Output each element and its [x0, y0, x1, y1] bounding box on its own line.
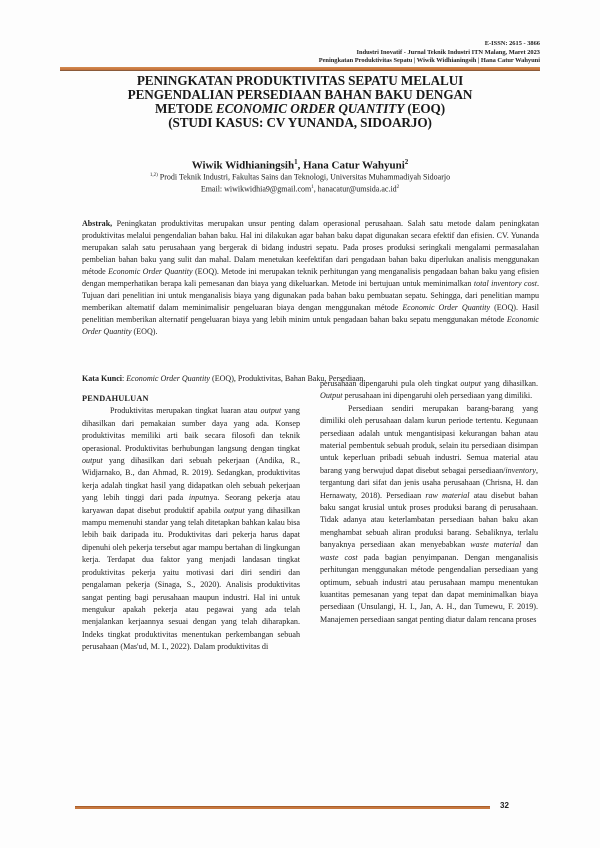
title-line-3 — [60, 102, 540, 116]
abstract-text: . Tujuan dari penelitian ini untuk menganalisis biaya yang digunakan pada bahan baku pembuatan sepatu. Sehingga, dari penelitian mampu memberikan altematif dalam meminimalisir pengeluaran biaya dengan menggunakan métode — [82, 279, 539, 312]
running-head — [319, 40, 540, 66]
affiliation — [60, 171, 540, 183]
author-1-sup: 1 — [294, 158, 298, 166]
paragraph-italic: waste cost — [320, 552, 358, 562]
paragraph-text: dan — [521, 540, 539, 550]
affiliation-sup: 1,2) — [149, 173, 158, 178]
paragraph-text: atau disebut bahan baku sangat krusial untuk proses produksi barang di perusahaan. Tidak adanya atau keterlambatan persediaan bahan baku akan menghambat sebuah aliran produksi barang. Sebaliknya, terlalu banyaknya persediaan akan menyebabkan — [320, 490, 538, 550]
author-1: Wiwik Widhianingsih — [191, 159, 295, 172]
author-2: Hana Catur Wahyuni — [303, 159, 405, 172]
paragraph-italic: output — [460, 379, 482, 388]
email-2-sup: 2 — [396, 185, 400, 191]
page-number: 32 — [500, 801, 509, 810]
keywords-italic: Economic Order Quantity — [126, 374, 210, 383]
title-line-1: PENINGKATAN PRODUKTIVITAS SEPATU MELALUI — [136, 73, 464, 88]
paragraph-text: Persediaan sendiri merupakan barang-barang yang dimiliki oleh perusahaan dalam kurun periode tertentu. Kegunaan persediaan adalah untuk mengantisipasi kekurangan bahan atau material pembentuk sebuah produk, selain itu persediaan disimpan untuk keperluan pribadi sebuah industri. Semua material atau barang yang berwujud dapat disebut sebagai persediaan/ — [320, 403, 538, 475]
email-2[interactable]: hanacatur@umsida.ac.id — [317, 184, 397, 194]
keywords-colon: : — [122, 374, 127, 383]
paragraph-italic: inventory — [505, 465, 536, 475]
email-separator: , — [313, 184, 318, 194]
title-line-3-suffix: (EOQ) — [404, 101, 445, 116]
paragraph-italic: waste material — [470, 540, 522, 550]
keywords-label: Kata Kunci — [82, 374, 123, 383]
paragraph — [320, 378, 538, 403]
paragraph-text: yang dihasilkan dari sebuah pekerjaan (Andika, R., Widjarnako, B., dan Ahmad, R. 2019). Sedangkan, produktivitas kerja adalah tingkat hasil yang didapatkan oleh sebuah pekerjaan yang lebih tinggi dari pada — [82, 456, 300, 503]
paragraph-italic: raw material — [425, 490, 470, 500]
abstract-label: Abstrak, — [82, 219, 113, 228]
abstract-italic: Economic Order Quantity — [402, 303, 491, 312]
title-line-4: (STUDI KASUS: CV YUNANDA, SIDOARJO) — [168, 115, 432, 130]
emails — [60, 183, 540, 195]
abstract-text: (EOQ). Metode ini merupakan teknik perhitungan yang menganalisis pengadaan bahan baku yang efisien dengan memperhatikan berapa kali pemesanan dan biaya yang dikeluarkan. Metode ini bertujuan untuk meminimalkan — [82, 267, 539, 288]
abstract-text: Peningkatan produktivitas merupakan unsur penting dalam operasional perusahaan. Salah satu metode dalam peningkatan produktivitas melalui pengendalian bahan baku. Hal ini dilakukan agar bahan baku dapat digunakan secara efektif dan efisien. CV. Yunanda merupakan salah satu perusahaan yang bergerak di bidang industri sepatu. Pada proses produksi seringkali mengalami permasalahan pembelian bahan baku yang sulit dan mahal. Dalam menetukan keefektifan dari pengadaan bahan baku diperlukan analisis menggunakan métode — [82, 219, 539, 276]
issn: E-ISSN: 2615 - 3866 — [484, 40, 540, 47]
abstract-italic: Economic Order Quantity — [108, 267, 193, 276]
email-1-sup: 1 — [311, 185, 314, 191]
abstract-italic: total inventory cost — [473, 279, 537, 288]
paragraph-text: perusahaan ini dipengaruhi oleh persediaan yang dimiliki. — [342, 391, 533, 401]
paragraph-italic: output — [82, 456, 103, 466]
paragraph — [320, 403, 538, 626]
journal-name: Industri Inovatif - Jurnal Teknik Industri ITN Malang, Maret 2023 — [356, 48, 540, 56]
header-rule — [60, 67, 540, 71]
title-line-3-prefix: METODE — [155, 101, 216, 116]
paragraph-italic: input — [188, 493, 206, 503]
affiliation-text: Prodi Teknik Industri, Fakultas Sains dan Teknologi, Universitas Muhammadiyah Sidoarjo — [157, 172, 451, 182]
right-column — [320, 378, 538, 626]
paragraph-text: , tergantung dari sifat dan jenis usaha perusahaan (Chrisna, H. dan Hernawaty, 2018). Persediaan — [320, 465, 538, 500]
left-column — [82, 393, 300, 654]
abstract-text: (EOQ). — [131, 327, 158, 336]
email-1[interactable]: wiwikwidhia9@gmail.com — [224, 184, 312, 194]
keywords-text: (EOQ), Produktivitas, Bahan Baku, Persediaan. — [210, 374, 366, 383]
email-label: Email: — [200, 184, 225, 194]
affiliation-block — [60, 171, 540, 195]
footer-rule — [75, 806, 490, 809]
author-separator: , — [297, 159, 304, 172]
paragraph-italic: output — [223, 505, 245, 515]
paragraph-text: nya. Seorang pekerja atau karyawan dapat disebut produktif apabila — [82, 493, 300, 515]
title-line-2: PENGENDALIAN PERSEDIAAN BAHAN BAKU DENGAN — [127, 87, 473, 102]
abstract-text: (EOQ). Hasil penelitian memberikan alternatif pengeluaran biaya yang lebih minim untuk pengadaan bahan baku sepatu menggunakan métode — [82, 303, 539, 324]
paragraph-text: yang dihasilkan mampu memenuhi standar yang telah ditetapkan bahkan kalau bisa lebih baik daripada itu. Produktivitas dari pekerja harus dapat dipenuhi oleh pekerja tersebut agar mampu bertahan di lingkungan kerja. Terdapat dua faktor yang menjadi landasan tingkat produktivitas pekerja yaitu motivasi dari diri sendiri dan pengalaman pekerja (Sinaga, S., 2020). Analisis produktivitas sangat penting bagi perusahaan maupun industri. Hal ini untuk mengukur apakah pekerja atau pegawai yang ada telah menjalankan kerjaannya sesuai dengan yang telah diharapkan. Indeks tingkat produktivitas menentukan perkembangan sebuah perusahaan (Mas'ud, M. I., 2022). Dalam produktivitas di — [82, 505, 300, 652]
paragraph-text: yang dihasilkan. — [481, 379, 539, 388]
paragraph-text: perusahaan dipengaruhi pula oleh tingkat — [320, 379, 461, 388]
section-heading: PENDAHULUAN — [82, 394, 149, 403]
paragraph-italic: Output — [320, 391, 343, 401]
abstract-italic: Economic Order Quantity — [82, 315, 539, 336]
paper-title — [60, 74, 540, 130]
paragraph-text: yang dihasilkan dari pemakaian sumber daya yang ada. Konsep produktivitas memiliki arti baik secara filosofi dan teknik operasional. Produktivitas berhubungan langsung dengan tingkat — [82, 406, 300, 453]
paragraph-text: Produktivitas merupakan tingkat luaran atau — [110, 406, 261, 416]
title-line-3-italic: ECONOMIC ORDER QUANTITY — [215, 101, 405, 116]
paragraph-italic: output — [260, 406, 282, 416]
paragraph-text: pada bagian penyimpanan. Dengan menganalisis perhitungan menggunakan métode pengendalian persediaan yang optimum, sebuah industri atau perusahaan mampu menentukan kuantitas pemesanan yang tepat dan dapat meminimalkan biaya persediaan (Unsulangi, H. I., Jan, A. H., dan Tumewu, F. 2019). Manajemen persediaan sangat penting diatur dalam rencana proses — [320, 552, 538, 624]
running-short-title: Peningkatan Produktivitas Sepatu | Wiwik Widhianingsih | Hana Catur Wahyuni — [318, 57, 540, 65]
paragraph — [82, 405, 300, 653]
abstract — [82, 218, 539, 338]
author-2-sup: 2 — [404, 158, 409, 166]
